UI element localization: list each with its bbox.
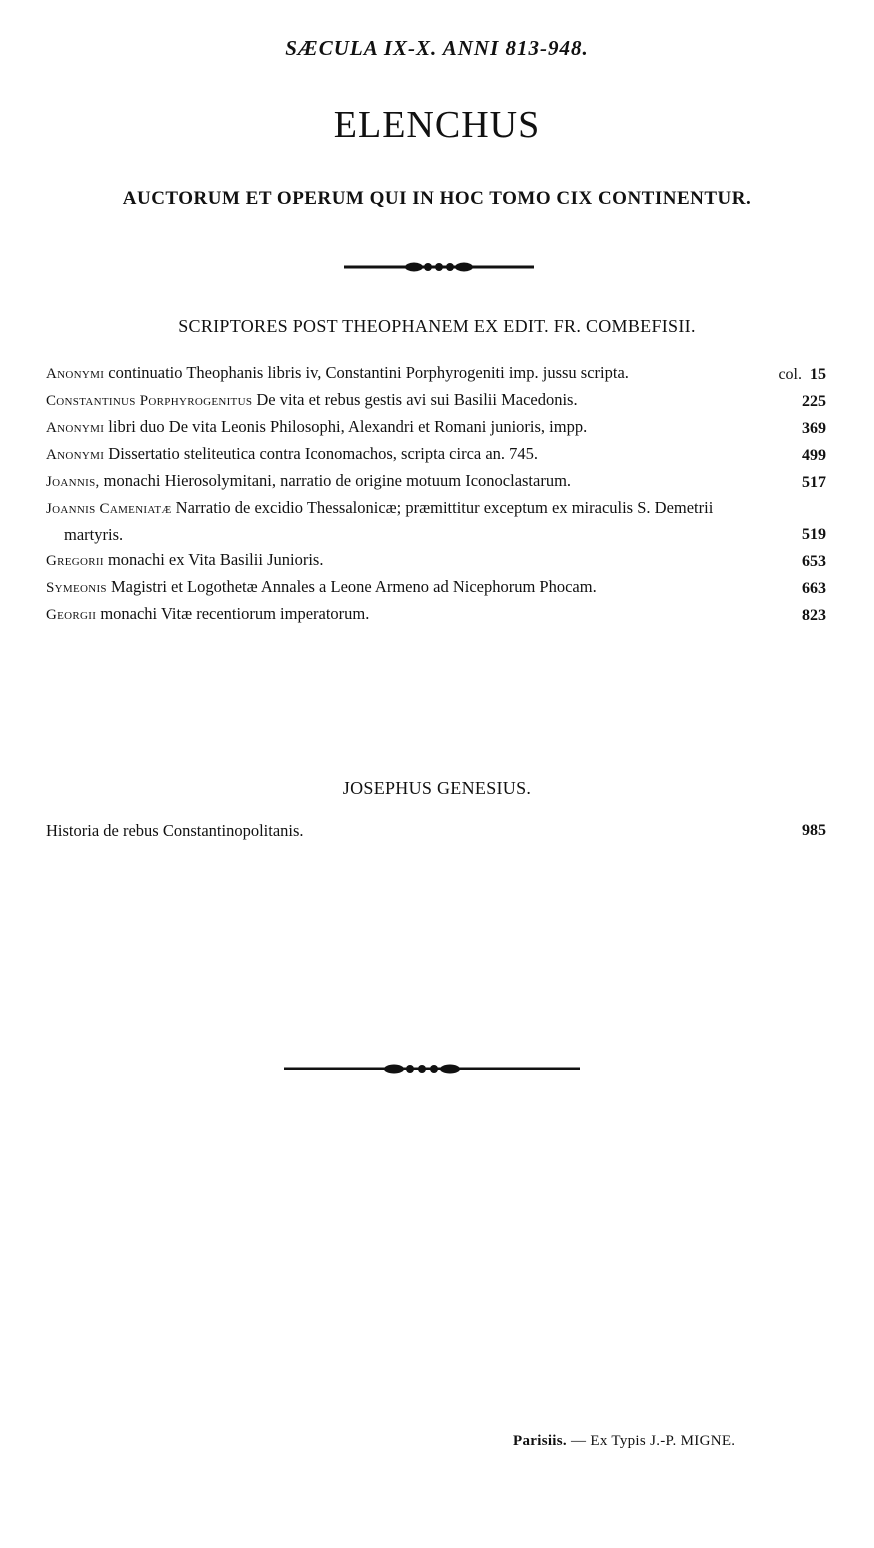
list-item — [46, 387, 826, 414]
page-subtitle: AUCTORUM ET OPERUM QUI IN HOC TOMO CIX CONTINENTUR. — [122, 188, 752, 209]
entry-title: Magistri et Logothetæ Annales a Leone Armeno ad Nicephorum Phocam. — [110, 577, 597, 596]
entry-title: continuatio Theophanis libris iv, Constantini Porphyrogeniti imp. jussu scripta. — [108, 363, 629, 382]
imprint-place: Parisiis. — [513, 1433, 567, 1449]
imprint-printer: — Ex Typis J.-P. MIGNE. — [571, 1433, 736, 1449]
list-item — [46, 360, 826, 387]
entry-column: 369 — [802, 420, 826, 437]
entry-title: monachi ex Vita Basilii Junioris. — [107, 550, 324, 569]
entry-title: monachi Vitæ recentiorum imperatorum. — [100, 604, 370, 623]
entry-title: Narratio de excidio Thessalonicæ; præmittitur exceptum ex miraculis S. Demetrii martyris. — [64, 498, 714, 544]
entry-column: 823 — [802, 607, 826, 624]
entry-author: Symeonis — [46, 580, 107, 596]
contents-list-genesius — [46, 818, 826, 843]
entry-title: Historia de rebus Constantinopolitanis. — [46, 821, 304, 840]
entry-title: monachi Hierosolymitani, narratio de origine motuum Iconoclastarum. — [103, 471, 572, 490]
entry-author: Gregorii — [46, 553, 104, 569]
list-item — [46, 547, 826, 574]
entry-author: Joannis Cameniatæ — [46, 501, 172, 517]
entry-column: 985 — [802, 822, 826, 839]
section-heading-scriptores: SCRIPTORES POST THEOPHANEM EX EDIT. FR. COMBEFISII. — [178, 316, 696, 336]
entry-author: Georgii — [46, 607, 97, 623]
entry-author: Joannis, — [46, 474, 100, 490]
printer-imprint — [513, 1433, 735, 1450]
page-title: ELENCHUS — [333, 104, 541, 146]
entry-column: 653 — [802, 553, 826, 570]
entry-column: 517 — [802, 474, 826, 491]
running-head: SÆCULA IX-X. ANNI 813-948. — [285, 36, 589, 60]
entry-column — [778, 362, 826, 387]
list-item — [46, 574, 826, 601]
list-item — [46, 468, 826, 495]
list-item — [46, 818, 826, 843]
entry-author: Constantinus Porphyrogenitus — [46, 393, 253, 409]
bottom-ornament-rule — [284, 1062, 580, 1076]
entry-title: libri duo De vita Leonis Philosophi, Alexandri et Romani junioris, impp. — [108, 417, 588, 436]
list-item — [46, 441, 826, 468]
entry-author: Anonymi — [46, 366, 105, 382]
contents-list — [46, 360, 826, 628]
entry-author: Anonymi — [46, 420, 105, 436]
entry-author: Anonymi — [46, 447, 105, 463]
entry-title: Dissertatio steliteutica contra Iconomachos, scripta circa an. 745. — [108, 444, 539, 463]
list-item — [46, 601, 826, 628]
entry-column: 499 — [802, 447, 826, 464]
section-heading-genesius: JOSEPHUS GENESIUS. — [342, 778, 532, 798]
column-number: 15 — [810, 366, 826, 383]
list-item — [46, 495, 826, 547]
entry-column: 225 — [802, 393, 826, 410]
column-label: col. — [778, 366, 802, 383]
entry-column: 663 — [802, 580, 826, 597]
entry-title: De vita et rebus gestis avi sui Basilii Macedonis. — [256, 390, 578, 409]
top-ornament-rule — [344, 260, 534, 274]
list-item — [46, 414, 826, 441]
entry-column: 519 — [802, 526, 826, 543]
